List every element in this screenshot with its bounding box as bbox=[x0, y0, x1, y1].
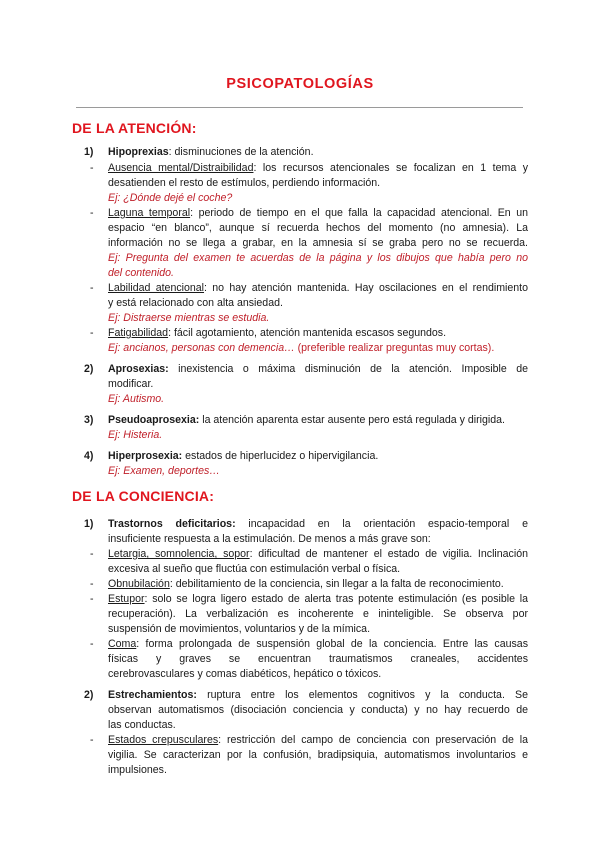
bullet-dash: - bbox=[90, 282, 94, 294]
term: Hiperprosexia: bbox=[108, 450, 183, 462]
text-line: desatienden el resto de estímulos, perdiendo información. bbox=[108, 177, 381, 189]
example-text bbox=[108, 341, 528, 355]
text-line: y está relacionado con alta ansiedad. bbox=[108, 297, 283, 309]
term: Labilidad atencional bbox=[108, 282, 205, 294]
text-line: recuperación). La verbalización es incoherente e ininteligible. Se observa por bbox=[108, 608, 528, 620]
sub-item-coma bbox=[108, 637, 528, 651]
term: Fatigabilidad bbox=[108, 327, 169, 339]
list-item-aprosexias bbox=[108, 362, 528, 376]
section-heading-conciencia: DE LA CONCIENCIA: bbox=[72, 488, 215, 504]
definition: incapacidad en la orientación espacio-temporal e bbox=[235, 518, 528, 530]
definition: : disminuciones de la atención. bbox=[168, 146, 314, 158]
term: Trastornos deficitarios: bbox=[108, 518, 236, 530]
example-text: Ej: Distraerse mientras se estudia. bbox=[108, 312, 270, 324]
bullet-dash: - bbox=[90, 327, 94, 339]
term: Coma bbox=[108, 638, 137, 650]
term: Estados crepusculares bbox=[108, 734, 219, 746]
definition: : fácil agotamiento, atención mantenida escasos segundos. bbox=[168, 327, 447, 339]
bullet-dash: - bbox=[90, 578, 94, 590]
title-divider bbox=[76, 107, 523, 108]
sub-item-laguna-temporal bbox=[108, 206, 528, 220]
definition: : debilitamiento de la conciencia, sin llegar a la falta de reconocimiento. bbox=[169, 578, 504, 590]
bullet-dash: - bbox=[90, 548, 94, 560]
text-line: vigilia. Se caracterizan por la confusión, bradipsiquia, automatismos involuntarios e bbox=[108, 749, 528, 761]
text-line: cerebrovasculares y comas diabéticos, hepático o tóxicos. bbox=[108, 668, 382, 680]
text-line: impulsiones. bbox=[108, 764, 167, 776]
bullet-dash: - bbox=[90, 638, 94, 650]
definition: estados de hiperlucidez o hipervigilancia. bbox=[182, 450, 379, 462]
bullet-dash: - bbox=[90, 207, 94, 219]
sub-item-obnubilacion bbox=[108, 577, 528, 591]
sub-item-estupor bbox=[108, 592, 528, 606]
term: Aprosexias: bbox=[108, 363, 169, 375]
section-heading-atencion: DE LA ATENCIÓN: bbox=[72, 120, 197, 136]
term: Hipoprexias bbox=[108, 146, 169, 158]
term: Estrechamientos: bbox=[108, 689, 197, 701]
sub-item-ausencia-mental bbox=[108, 161, 528, 175]
definition: : restricción del campo de conciencia con preservación de la bbox=[218, 734, 528, 746]
text-line: modificar. bbox=[108, 378, 154, 390]
definition: : dificultad de mantener el estado de vigilia. Inclinación bbox=[249, 548, 528, 560]
example-note: (preferible realizar preguntas muy cortas). bbox=[294, 342, 495, 354]
bullet-dash: - bbox=[90, 593, 94, 605]
term: Obnubilación bbox=[108, 578, 170, 590]
definition: : no hay atención mantenida. Hay oscilaciones en el rendimiento bbox=[204, 282, 529, 294]
page-title: PSICOPATOLOGÍAS bbox=[226, 76, 374, 92]
list-item-pseudoaprosexia bbox=[108, 413, 528, 427]
term: Letargia, somnolencia, sopor bbox=[108, 548, 250, 560]
term: Pseudoaprosexia: bbox=[108, 414, 200, 426]
definition: : los recursos atencionales se focalizan en 1 tema y bbox=[253, 162, 528, 174]
text-line: observan automatismos (disociación conciencia y conducta) y no hay recuerdo de bbox=[108, 704, 528, 716]
text-line: espacio “en blanco”, aunque sí recuerda hechos del momento (no amnesia). La bbox=[108, 222, 528, 234]
list-item-trastornos-deficitarios bbox=[108, 517, 528, 531]
sub-item-letargia bbox=[108, 547, 528, 561]
term: Estupor bbox=[108, 593, 145, 605]
list-number: 1) bbox=[84, 146, 94, 158]
list-number: 1) bbox=[84, 518, 94, 530]
text-line: físicas y graves se encuentran traumatismos craneales, accidentes bbox=[108, 653, 528, 665]
list-item-hipoprexias bbox=[108, 145, 528, 159]
term: Laguna temporal bbox=[108, 207, 191, 219]
example-text: Ej: Histeria. bbox=[108, 429, 163, 441]
text-line: suspensión de movimientos, voluntarios y de la mímica. bbox=[108, 623, 371, 635]
example-text: Ej: ¿Dónde dejé el coche? bbox=[108, 192, 233, 204]
example-main: Ej: ancianos, personas con demencia… bbox=[108, 342, 295, 354]
text-line: excesiva al sueño que fluctúa con estimulación verbal o física. bbox=[108, 563, 401, 575]
sub-item-estados-crepusculares bbox=[108, 733, 528, 747]
example-text: Ej: Pregunta del examen te acuerdas de la página y los dibujos que había pero no bbox=[108, 252, 528, 264]
list-item-estrechamientos bbox=[108, 688, 528, 702]
sub-item-fatigabilidad bbox=[108, 326, 528, 340]
list-number: 3) bbox=[84, 414, 94, 426]
bullet-dash: - bbox=[90, 162, 94, 174]
term: Ausencia mental/Distraibilidad bbox=[108, 162, 254, 174]
example-text: Ej: Examen, deportes… bbox=[108, 465, 220, 477]
definition: ruptura entre los elementos cognitivos y la conducta. Se bbox=[196, 689, 528, 701]
text-line: información no se llega a grabar, en la amnesia sí se graba pero no se recuerda. bbox=[108, 237, 528, 249]
text-line: las conductas. bbox=[108, 719, 176, 731]
bullet-dash: - bbox=[90, 734, 94, 746]
text-line: insuficiente respuesta a la estimulación. De menos a más grave son: bbox=[108, 533, 431, 545]
list-number: 2) bbox=[84, 363, 94, 375]
sub-item-labilidad-atencional bbox=[108, 281, 528, 295]
list-item-hiperprosexia bbox=[108, 449, 528, 463]
list-number: 4) bbox=[84, 450, 94, 462]
definition: : solo se logra ligero estado de alerta tras potente estimulación (es posible la bbox=[144, 593, 528, 605]
definition: inexistencia o máxima disminución de la atención. Imposible de bbox=[168, 363, 528, 375]
list-number: 2) bbox=[84, 689, 94, 701]
example-text: Ej: Autismo. bbox=[108, 393, 165, 405]
definition: : periodo de tiempo en el que falla la capacidad atencional. En un bbox=[190, 207, 528, 219]
definition: la atención aparenta estar ausente pero está regulada y dirigida. bbox=[199, 414, 505, 426]
definition: : forma prolongada de suspensión global de la conciencia. Entre las causas bbox=[136, 638, 528, 650]
example-text: del contenido. bbox=[108, 267, 174, 279]
